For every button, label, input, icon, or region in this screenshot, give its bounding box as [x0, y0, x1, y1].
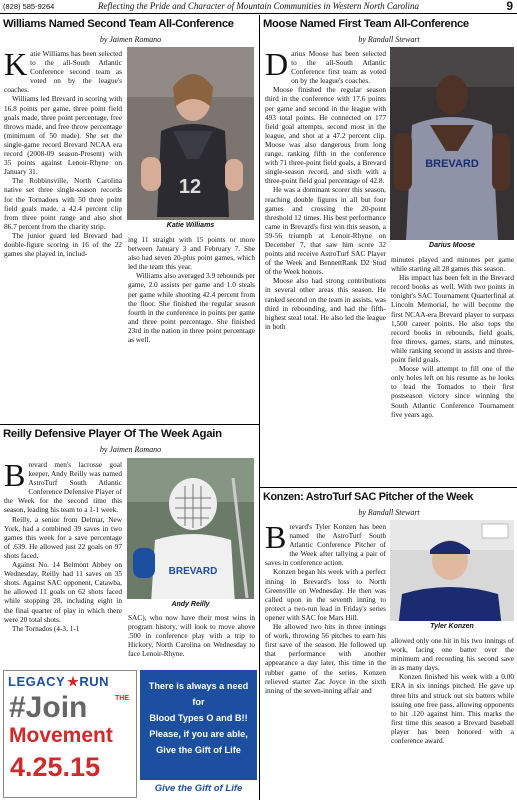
- konzen-drop-cap: B: [265, 522, 287, 555]
- moose-drop-cap: D: [265, 49, 289, 82]
- moose-photo: [390, 47, 514, 251]
- page-header: [0, 0, 517, 14]
- legacy-run-ad[interactable]: [3, 670, 137, 798]
- konzen-headline: Konzen: AstroTurf SAC Pitcher of the Week: [263, 491, 474, 503]
- phone-number: (828) 585-9264: [3, 2, 55, 11]
- williams-caption: Katie Williams: [127, 220, 254, 231]
- williams-player-image: [127, 47, 254, 231]
- moose-column-1: Darius Moose has been selected to the all-South Atlantic Conference first team as voted on by the league's coaches. Moose finished the regular season third in the conference with 17.6 points per game and second in the league with 493 total points. He connected on 177 field goal attempts, second most in the league, and shot at a 47.2 percent clip. Moose was also dangerous from long range, ranking fifth in the conference with 71 three-point field goals, a Brevard single-season record, and sixth with a three-point field goal percentage of 42.8. He was a dominant scorer this season, reaching double figures in all but four games and crossing the 20-point threshold 12 times. His best performance came in Brevard's first win this season, a 59-56 triumph at Lenoir-Rhyne on December 7, that saw him score 32 points and receive AstroTurf SAC Player of the Week and BennettRank D2 Stud of the Week honors. Moose also had strong contributions in several other areas this season. He ranked second on the team in assists, was third in rebounding, and had the fifth-highest steal total. He also led the league in both: [265, 49, 386, 331]
- star-icon: ★: [67, 674, 80, 689]
- svg-text:BREVARD: BREVARD: [425, 158, 479, 170]
- moose-byline: by Randall Stewart: [358, 35, 420, 44]
- page-number: 9: [506, 0, 513, 13]
- konzen-column-1: Brevard's Tyler Konzen has been named the AstroTurf South Atlantic Conference Pitcher of the Week after tallying a pair of saves in conference action. Konzen began his week with a perfect inning in Brevard's loss to North Greenville on Wednesday. He then was called upon in the seventh inning to protect a two-run lead in Friday's series opener with SAC foe Mars Hill. He allowed two hits in three innings of work, throwing 56 pitches to earn his first save of the season. He followed up that performance with another appearance a day later, this time in the rubber game of the series. Konzen relieved starter Zac Joyce in the sixth inning of the seven-inning affair and: [265, 522, 386, 695]
- williams-column-1: Katie Williams has been selected to the all-South Atlantic Conference second team as voted on by the league's coaches. Williams led Brevard in scoring with 16.8 points per game, three point field goals made, three point percentage, free throws made, and free throw percentage (minimum of 50 made). She set the single-game record Brevard NCAA era record (2008-09 season-Present) with 35 points against Lenoir-Rhyne on January 31. The Robbinsville, North Carolina native set three single-season records for the Tornadoes with 50 three point field goals made, a 42.4 percent clip from three point range and also shot 86.7 percent from the charity strip. The junior guard led Brevard had double-figure scoring in 16 of the 22 games she played in, includ-: [4, 49, 122, 259]
- moose-column-2: minutes played and minutes per game while starting all 28 games this season. His impact has been felt in the Brevard record books as well. With two points in tonight's SAC Tournament Quarterfinal at Lincoln Memorial, he will become the first NCAA-era Brevard player to surpass 1,500 career points. He also tops the record books in rebounds, field goals, free throws, games, starts, and minutes, while ranking second in assists and three-point field goals. Moose will attempt to fill one of the only holes left on his resume as he looks to lead the Tornados to their first postseason victory since winning the South Atlantic Conference Tournament five years ago.: [391, 255, 514, 419]
- reilly-player-image: [127, 458, 254, 610]
- reilly-caption: Andy Reilly: [127, 599, 254, 610]
- reilly-byline: by Jaimen Romano: [99, 445, 162, 454]
- konzen-byline: by Randall Stewart: [358, 508, 420, 517]
- reilly-column-2: SAC), who now have their most wins in program history, will look to move above .500 in conference play with a trip to Hickory, North Carolina on Wednesday to face Lenoir-Rhyne.: [128, 613, 255, 659]
- movement-label: Movement: [9, 724, 113, 747]
- blood-drive-ad[interactable]: [140, 670, 257, 798]
- svg-text:BREVARD: BREVARD: [168, 566, 218, 577]
- williams-drop-cap: K: [4, 49, 28, 82]
- moose-caption: Darius Moose: [390, 240, 514, 251]
- legacy-title: LEGACY ★RUN: [8, 674, 109, 689]
- konzen-caption: Tyler Konzen: [390, 621, 514, 632]
- reilly-headline: Reilly Defensive Player Of The Week Again: [3, 428, 222, 440]
- the-label: THE: [115, 695, 129, 702]
- column-divider: [259, 15, 260, 800]
- moose-player-image: [390, 47, 514, 251]
- reilly-drop-cap: B: [4, 460, 26, 493]
- reilly-photo: [127, 458, 254, 610]
- join-hashtag: #Join: [9, 691, 88, 724]
- reilly-column-1: Brevard men's lacrosse goal keeper, Andy Reilly was named AstroTurf South Atlantic Conference Defensive Player of the Week for the second time this season, leading his team to a 1-1 week. Reilly, a senior from Delmar, New York, had a combined 39 saves in two games this week for a save percentage of .639. He allowed just 22 goals on 97 shots faced. Against No. 14 Belmont Abbey on Wednesday, Reilly had 11 saves on 35 shots. Against SAC opponent, Catawba, he allowed 11 goals on 62 shots faced while stopping 28, including eight in the final quarter of play in which there were 20 total shots. The Tornados (4-3, 1-1: [4, 460, 122, 633]
- tagline: Reflecting the Pride and Character of Mountain Communities in Western North Carolina: [97, 1, 420, 11]
- williams-byline: by Jaimen Romano: [99, 35, 162, 44]
- reilly-top-rule: [0, 424, 259, 425]
- williams-headline: Williams Named Second Team All-Conference: [3, 18, 234, 30]
- svg-text:12: 12: [178, 176, 202, 198]
- blood-drive-message: There is always a need for Blood Types O and B!! Please, if you are able, Give the Gift of Life: [148, 681, 249, 755]
- konzen-photo: [390, 520, 514, 632]
- moose-headline: Moose Named First Team All-Conference: [263, 18, 469, 30]
- konzen-column-2: allowed only one hit in his two innings of work, facing one batter over the minimum and recording his second save in as many days. Konzen finished his week with a 0.00 ERA in six innings pitched. He gave up three hits and struck out six batters while issuing one free pass, allowing opponents to hit .120 against him. This marks the first time this season a Brevard baseball player has been honored with a conference award.: [391, 636, 514, 746]
- event-date: 4.25.15: [10, 752, 101, 782]
- blood-drive-footer: Give the Gift of Life: [140, 780, 257, 798]
- williams-photo: [127, 47, 254, 231]
- konzen-top-rule: [260, 487, 517, 488]
- konzen-player-image: [390, 520, 514, 632]
- williams-column-2: ing 11 straight with 15 points or more between January 3 and February 7. She also had seven 20-plus point games, which led the team this year. Williams also averaged 3.9 rebounds per game, 2.0 assists per game and 1.0 steals per game while shooting 42.4 percent from the floor. She finished the regular season fourth in the conference in points per game and three point percentage. She finished 23rd in the nation in three point percentage as well.: [128, 235, 255, 345]
